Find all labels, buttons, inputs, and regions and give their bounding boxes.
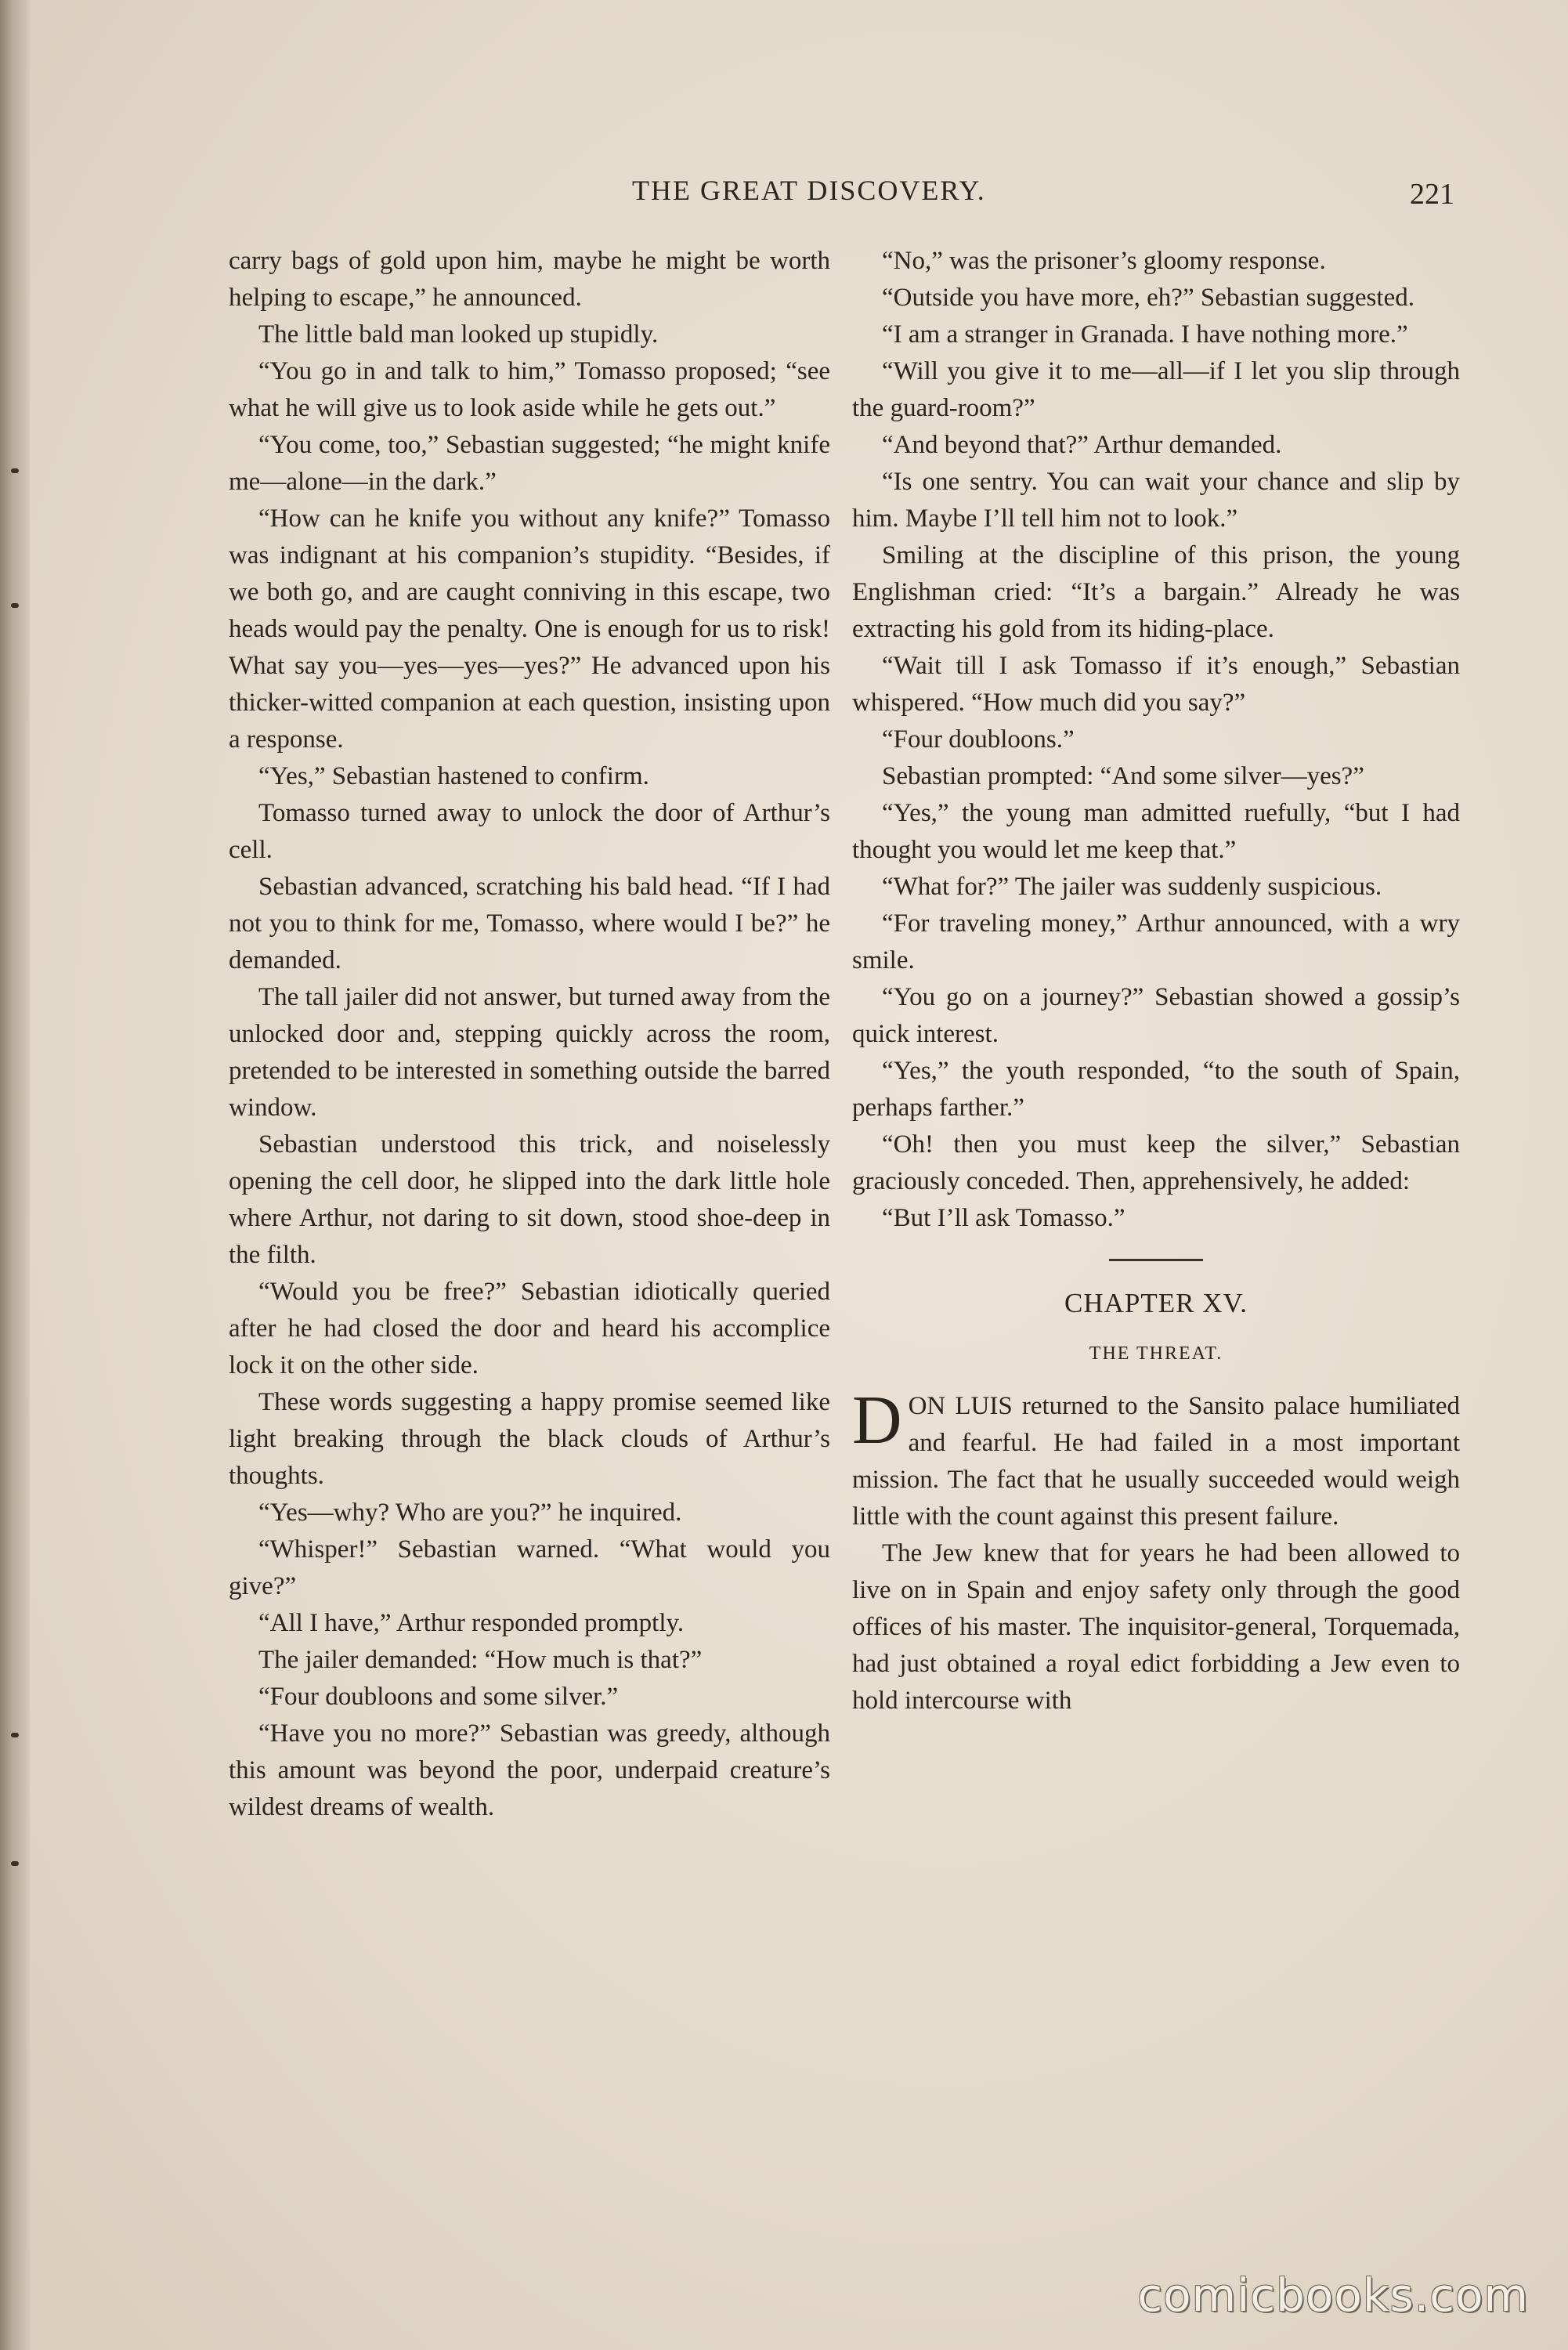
paragraph: “You go in and talk to him,” Tomasso proposed; “see what he will give us to look aside while he gets out.”: [229, 357, 830, 422]
paragraph: “You come, too,” Sebastian suggested; “he might knife me—alone—in the dark.”: [229, 431, 830, 496]
paragraph: Sebastian advanced, scratching his bald head. “If I had not you to think for me, Tomasso, where would I be?” he demanded.: [229, 873, 830, 974]
paragraph: The jailer demanded: “How much is that?”: [258, 1646, 703, 1674]
running-title: THE GREAT DISCOVERY.: [632, 175, 986, 206]
paragraph: Tomasso turned away to unlock the door of Arthur’s cell.: [229, 799, 830, 864]
paragraph: carry bags of gold upon him, maybe he might be worth helping to escape,” he announced.: [229, 247, 830, 312]
paragraph: “How can he knife you without any knife?” Tomasso was indignant at his companion’s stupidity. “Besides, if we both go, and are caught conniving in this escape, two heads would pay the penalty. One is enough for us to risk! What say you—yes—yes—yes?” He advanced upon his thicker-witted companion at each question, insisting upon a response.: [229, 504, 830, 754]
paragraph: “What for?” The jailer was suddenly suspicious.: [882, 873, 1382, 901]
paragraph: “Is one sentry. You can wait your chance and slip by him. Maybe I’ll tell him not to look.”: [852, 468, 1460, 533]
paragraph: “Whisper!” Sebastian warned. “What would you give?”: [229, 1535, 830, 1600]
paragraph: These words suggesting a happy promise seemed like light breaking through the black clouds of Arthur’s thoughts.: [229, 1388, 830, 1490]
paragraph: “Yes,” Sebastian hastened to confirm.: [258, 762, 649, 790]
paragraph: “Four doubloons and some silver.”: [258, 1683, 619, 1711]
binding-mark: [11, 468, 19, 473]
paragraph: “Four doubloons.”: [882, 725, 1075, 754]
section-divider: [1109, 1259, 1203, 1261]
paragraph: “You go on a journey?” Sebastian showed a gossip’s quick interest.: [852, 983, 1460, 1048]
paragraph: The little bald man looked up stupidly.: [258, 320, 659, 349]
paragraph: “Oh! then you must keep the silver,” Sebastian graciously conceded. Then, apprehensively, he added:: [852, 1130, 1460, 1195]
chapter-heading: CHAPTER XV.: [1064, 1288, 1248, 1318]
paragraph: “Would you be free?” Sebastian idiotically queried after he had closed the door and heard his accomplice lock it on the other side.: [229, 1278, 830, 1379]
paragraph: “Will you give it to me—all—if I let you slip through the guard-room?”: [852, 357, 1460, 422]
paragraph: “And beyond that?” Arthur demanded.: [882, 431, 1282, 459]
binding-mark: [11, 1733, 19, 1737]
paragraph: “Wait till I ask Tomasso if it’s enough,” Sebastian whispered. “How much did you say?”: [852, 652, 1460, 717]
paragraph: “Yes,” the youth responded, “to the south of Spain, perhaps farther.”: [852, 1057, 1460, 1122]
book-spine-shadow: [0, 0, 30, 2350]
chapter-subtitle: THE THREAT.: [1089, 1343, 1223, 1364]
running-header: [211, 174, 1465, 221]
paragraph: The tall jailer did not answer, but turned away from the unlocked door and, stepping quickly across the room, pretended to be interested in something outside the barred window.: [229, 983, 830, 1122]
paragraph: Smiling at the discipline of this prison, the young Englishman cried: “It’s a bargain.” Already he was extracting his gold from its hiding-place.: [852, 541, 1460, 643]
paragraph: “For traveling money,” Arthur announced, with a wry smile.: [852, 909, 1460, 974]
chapter-first-paragraph: [852, 1383, 1460, 1535]
paragraph-text: ON LUIS returned to the Sansito palace humiliated and fearful. He had failed in a most important mission. The fact that he usually succeeded would weigh little with the count against this present failure.: [852, 1392, 1460, 1531]
paragraph: “Have you no more?” Sebastian was greedy, although this amount was beyond the poor, underpaid creature’s wildest dreams of wealth.: [229, 1719, 830, 1821]
paragraph: Sebastian prompted: “And some silver—yes?”: [882, 762, 1364, 790]
binding-mark: [11, 603, 19, 608]
paragraph: “Yes,” the young man admitted ruefully, “but I had thought you would let me keep that.”: [852, 799, 1460, 864]
drop-cap: D: [852, 1383, 902, 1459]
paragraph: “But I’ll ask Tomasso.”: [882, 1204, 1125, 1232]
paragraph: “No,” was the prisoner’s gloomy response.: [882, 247, 1326, 275]
watermark-logo: comicbooks.com: [1137, 2269, 1529, 2322]
paragraph: “Outside you have more, eh?” Sebastian suggested.: [882, 284, 1414, 312]
paragraph: Sebastian understood this trick, and noiselessly opening the cell door, he slipped into the dark little hole where Arthur, not daring to sit down, stood shoe-deep in the filth.: [229, 1130, 830, 1269]
paragraph: “I am a stranger in Granada. I have nothing more.”: [882, 320, 1408, 349]
right-column: [852, 243, 1460, 1719]
left-column: [229, 243, 830, 1826]
paragraph: The Jew knew that for years he had been allowed to live on in Spain and enjoy safety only through the good offices of his master. The inquisitor-general, Torquemada, had just obtained a royal edict forbidding a Jew even to hold intercourse with: [852, 1539, 1460, 1715]
binding-mark: [11, 1861, 19, 1866]
paragraph: “All I have,” Arthur responded promptly.: [258, 1609, 685, 1637]
paragraph: “Yes—why? Who are you?” he inquired.: [258, 1499, 682, 1527]
page-number: 221: [1410, 178, 1454, 211]
